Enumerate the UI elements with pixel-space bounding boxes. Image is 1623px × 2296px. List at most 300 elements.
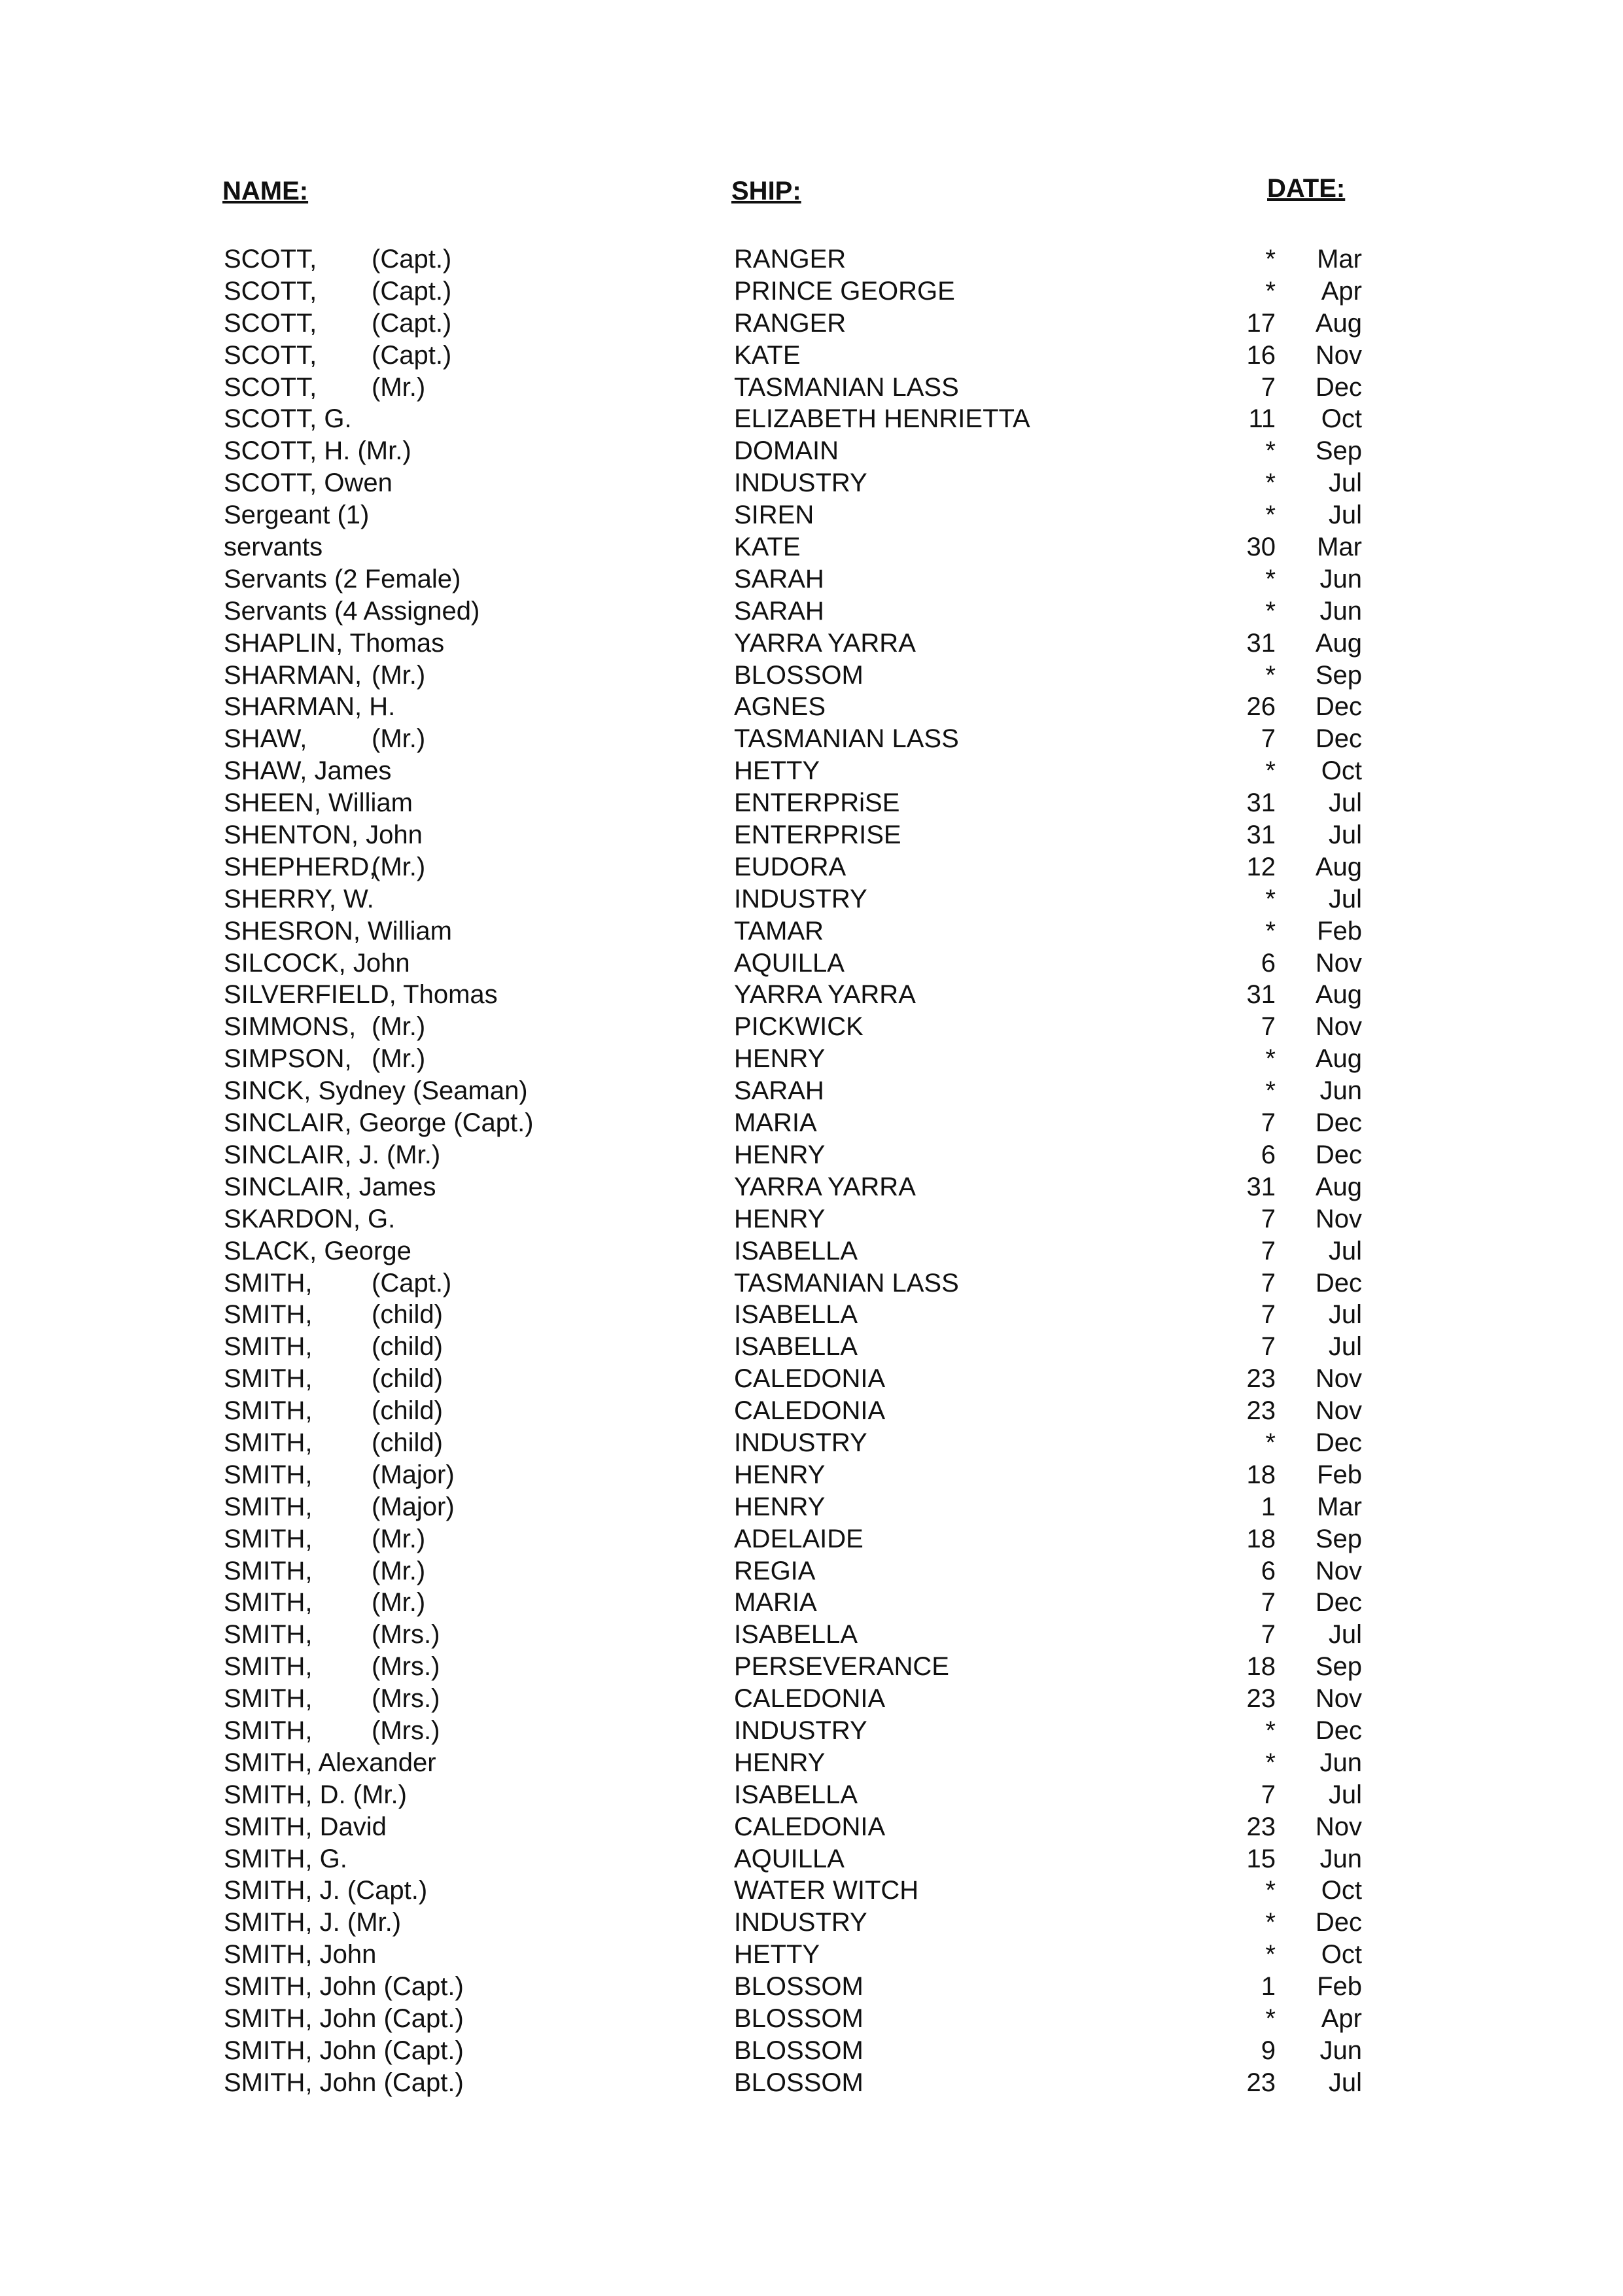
list-item [0,1651,1623,1683]
date-day-cell: 7 [1261,1780,1276,1809]
name-cell: SCOTT, [224,276,317,306]
date-month-cell: Aug [1315,628,1362,658]
date-day-cell: 18 [1246,1460,1276,1489]
date-day-cell: 9 [1261,2036,1276,2065]
ship-cell: BLOSSOM [734,2036,864,2065]
list-item [0,1043,1623,1075]
name-cell: SHAPLIN, Thomas [224,628,445,658]
ship-cell: ADELAIDE [734,1524,864,1553]
name-cell: SCOTT, [224,308,317,338]
name-cell: SINCK, Sydney (Seaman) [224,1076,528,1106]
date-month-cell: Dec [1315,724,1362,754]
name-cell: SMITH, David [224,1812,387,1841]
title-cell: (Major) [372,1460,455,1489]
date-month-cell: Sep [1315,1652,1362,1682]
ship-cell: SARAH [734,596,824,626]
list-item [0,1171,1623,1203]
date-day-cell: 16 [1246,340,1276,370]
date-day-cell: 23 [1246,2068,1276,2097]
list-item [0,819,1623,851]
date-month-cell: Sep [1315,660,1362,690]
name-cell: SHARMAN, [224,660,362,690]
date-day-cell: * [1265,564,1276,593]
date-month-cell: Jul [1328,884,1362,913]
date-month-cell: Oct [1321,1940,1362,1969]
date-month-cell: Oct [1321,756,1362,786]
ship-cell: CALEDONIA [734,1396,886,1426]
ship-cell: INDUSTRY [734,468,867,498]
name-cell: Servants (2 Female) [224,564,461,593]
date-month-cell: Dec [1315,1108,1362,1138]
ship-cell: HENRY [734,1460,826,1489]
name-cell: Servants (4 Assigned) [224,596,480,626]
date-day-cell: 7 [1261,1588,1276,1617]
date-month-cell: Feb [1317,1460,1362,1489]
name-cell: SMITH, [224,1652,313,1682]
date-month-cell: Nov [1315,1684,1362,1714]
date-day-cell: 7 [1261,1236,1276,1265]
name-cell: SCOTT, Owen [224,468,393,498]
title-cell: (Mrs.) [372,1652,440,1682]
list-item [0,1459,1623,1491]
ship-cell: MARIA [734,1108,817,1138]
name-cell: SHEPHERD, [224,852,377,881]
name-cell: SMITH, John (Capt.) [224,1972,464,2002]
name-cell: SMITH, [224,1428,313,1457]
date-day-cell: 31 [1246,788,1276,818]
ship-cell: SIREN [734,501,814,530]
ship-cell: PICKWICK [734,1012,864,1042]
date-month-cell: Jul [1328,1780,1362,1809]
ship-cell: YARRA YARRA [734,980,916,1010]
name-cell: SCOTT, [224,372,317,402]
name-cell: SIMMONS, [224,1012,357,1042]
date-day-cell: 7 [1261,1108,1276,1138]
name-cell: SINCLAIR, J. (Mr.) [224,1140,441,1169]
ship-cell: SARAH [734,1076,824,1106]
name-cell: SCOTT, G. [224,404,352,434]
date-month-cell: Jul [1328,1300,1362,1330]
name-cell: SHERRY, W. [224,884,374,913]
name-cell: Sergeant (1) [224,501,370,530]
date-month-cell: Nov [1315,340,1362,370]
ship-cell: BLOSSOM [734,2004,864,2033]
date-month-cell: Dec [1315,1268,1362,1298]
list-item [0,308,1623,340]
title-cell: (child) [372,1364,443,1394]
date-month-cell: Apr [1321,276,1362,306]
name-cell: SILVERFIELD, Thomas [224,980,498,1010]
list-item [0,1107,1623,1139]
name-cell: SMITH, [224,1524,313,1553]
date-day-cell: 7 [1261,1332,1276,1362]
date-column-header: DATE: [1267,174,1346,203]
date-day-cell: 12 [1246,852,1276,881]
date-day-cell: 7 [1261,1300,1276,1330]
ship-cell: PRINCE GEORGE [734,276,955,306]
name-cell: SIMPSON, [224,1044,352,1074]
list-item [0,1491,1623,1523]
date-day-cell: * [1265,2004,1276,2033]
name-cell: SMITH, [224,1460,313,1489]
name-cell: SCOTT, H. (Mr.) [224,436,411,466]
date-day-cell: 18 [1246,1652,1276,1682]
ship-cell: CALEDONIA [734,1364,886,1394]
ship-cell: INDUSTRY [734,1716,867,1745]
date-month-cell: Aug [1315,1044,1362,1074]
ship-cell: YARRA YARRA [734,1172,916,1201]
date-month-cell: Dec [1315,692,1362,722]
list-item [0,1811,1623,1843]
list-item [0,1683,1623,1715]
title-cell: (Mr.) [372,1044,426,1074]
ship-cell: TAMAR [734,916,824,945]
date-day-cell: 30 [1246,533,1276,562]
date-day-cell: 11 [1248,404,1276,434]
name-cell: SINCLAIR, George (Capt.) [224,1108,534,1138]
list-item [0,1619,1623,1651]
date-month-cell: Jul [1328,501,1362,530]
date-day-cell: * [1265,1716,1276,1745]
list-item [0,1299,1623,1331]
date-month-cell: Mar [1317,245,1362,274]
ship-cell: HENRY [734,1492,826,1521]
title-cell: (child) [372,1396,443,1426]
date-month-cell: Jun [1319,1076,1362,1106]
list-item [0,947,1623,980]
list-item [0,787,1623,819]
ship-cell: BLOSSOM [734,1972,864,2002]
name-cell: SHESRON, William [224,916,452,945]
date-month-cell: Nov [1315,1204,1362,1233]
ship-cell: ISABELLA [734,1780,858,1809]
title-cell: (Mr.) [372,724,426,754]
list-item [0,2035,1623,2067]
date-month-cell: Jun [1319,2036,1362,2065]
ship-cell: EUDORA [734,852,846,881]
list-item [0,243,1623,275]
date-day-cell: * [1265,1748,1276,1777]
list-item [0,851,1623,883]
date-month-cell: Nov [1315,1812,1362,1841]
date-day-cell: 31 [1246,821,1276,850]
ship-cell: SARAH [734,564,824,593]
date-day-cell: 18 [1246,1524,1276,1553]
list-item [0,1555,1623,1587]
title-cell: (Mrs.) [372,1620,440,1650]
name-cell: SMITH, [224,1684,313,1714]
date-month-cell: Nov [1315,1556,1362,1585]
date-day-cell: 6 [1261,1140,1276,1169]
date-day-cell: * [1265,1940,1276,1969]
list-item [0,1011,1623,1043]
name-cell: SKARDON, G. [224,1204,396,1233]
ship-cell: KATE [734,340,801,370]
date-month-cell: Jul [1328,1236,1362,1265]
ship-cell: HENRY [734,1748,826,1777]
date-day-cell: * [1265,756,1276,786]
list-item [0,1331,1623,1363]
name-cell: SILCOCK, John [224,948,410,978]
list-item [0,531,1623,563]
date-month-cell: Dec [1315,1588,1362,1617]
name-cell: SMITH, [224,1620,313,1650]
date-day-cell: * [1265,884,1276,913]
date-month-cell: Dec [1315,1428,1362,1457]
list-item [0,1139,1623,1171]
name-cell: SMITH, [224,1492,313,1521]
list-item [0,979,1623,1011]
list-item [0,1395,1623,1427]
title-cell: (Mrs.) [372,1716,440,1745]
date-month-cell: Jul [1328,1620,1362,1650]
list-item [0,1939,1623,1971]
date-month-cell: Mar [1317,1492,1362,1521]
date-month-cell: Dec [1315,1908,1362,1937]
passenger-list [0,243,1623,2099]
list-item [0,691,1623,723]
ship-cell: MARIA [734,1588,817,1617]
title-cell: (Mr.) [372,1524,426,1553]
date-month-cell: Jun [1319,1748,1362,1777]
title-cell: (Capt.) [372,1268,452,1298]
date-day-cell: * [1265,596,1276,626]
date-day-cell: 1 [1261,1492,1276,1521]
date-day-cell: 23 [1246,1364,1276,1394]
list-item [0,1587,1623,1619]
title-cell: (Mr.) [372,372,426,402]
date-month-cell: Feb [1317,1972,1362,2002]
list-item [0,435,1623,467]
list-item [0,1363,1623,1395]
ship-cell: PERSEVERANCE [734,1652,949,1682]
date-day-cell: * [1265,1076,1276,1106]
title-cell: (child) [372,1300,443,1330]
ship-cell: TASMANIAN LASS [734,372,959,402]
date-month-cell: Dec [1315,372,1362,402]
ship-cell: REGIA [734,1556,816,1585]
date-day-cell: * [1265,1876,1276,1905]
name-cell: SMITH, [224,1268,313,1298]
name-cell: SMITH, [224,1332,313,1362]
list-item [0,595,1623,627]
date-day-cell: * [1265,1428,1276,1457]
date-day-cell: * [1265,245,1276,274]
title-cell: (Mr.) [372,852,426,881]
date-day-cell: 7 [1261,1204,1276,1233]
date-month-cell: Jul [1328,821,1362,850]
name-cell: SHAW, [224,724,307,754]
date-day-cell: * [1265,916,1276,945]
ship-cell: YARRA YARRA [734,628,916,658]
name-cell: servants [224,533,323,562]
date-day-cell: 23 [1246,1684,1276,1714]
name-cell: SMITH, [224,1588,313,1617]
date-month-cell: Oct [1321,1876,1362,1905]
title-cell: (Mr.) [372,660,426,690]
date-month-cell: Jul [1328,2068,1362,2097]
name-cell: SMITH, D. (Mr.) [224,1780,407,1809]
date-month-cell: Oct [1321,404,1362,434]
ship-cell: CALEDONIA [734,1684,886,1714]
list-item [0,1427,1623,1459]
ship-column-header: SHIP: [731,177,801,205]
list-item [0,499,1623,531]
date-day-cell: * [1265,1908,1276,1937]
name-cell: SMITH, John (Capt.) [224,2036,464,2065]
ship-cell: HETTY [734,1940,820,1969]
date-day-cell: 23 [1246,1812,1276,1841]
list-item [0,660,1623,692]
date-day-cell: 17 [1246,308,1276,338]
date-month-cell: Dec [1315,1716,1362,1745]
name-cell: SMITH, G. [224,1844,347,1873]
ship-cell: AGNES [734,692,826,722]
title-cell: (Capt.) [372,245,452,274]
name-cell: SMITH, [224,1364,313,1394]
ship-cell: ENTERPRiSE [734,788,900,818]
date-day-cell: 1 [1261,1972,1276,2002]
list-item [0,1267,1623,1299]
name-column-header: NAME: [222,177,309,205]
list-item [0,883,1623,915]
ship-cell: BLOSSOM [734,660,864,690]
list-item [0,1203,1623,1235]
ship-cell: KATE [734,533,801,562]
date-month-cell: Sep [1315,1524,1362,1553]
name-cell: SCOTT, [224,245,317,274]
list-item [0,275,1623,308]
ship-cell: RANGER [734,245,846,274]
ship-cell: ENTERPRISE [734,821,901,850]
ship-cell: ISABELLA [734,1332,858,1362]
title-cell: (Capt.) [372,276,452,306]
title-cell: (child) [372,1428,443,1457]
name-cell: SMITH, [224,1716,313,1745]
list-item [0,1715,1623,1747]
name-cell: SMITH, J. (Capt.) [224,1876,428,1905]
list-item [0,915,1623,947]
list-item [0,1843,1623,1875]
title-cell: (Capt.) [372,308,452,338]
name-cell: SMITH, J. (Mr.) [224,1908,402,1937]
list-item [0,1235,1623,1267]
list-item [0,1523,1623,1555]
date-month-cell: Jul [1328,1332,1362,1362]
name-cell: SMITH, [224,1556,313,1585]
list-item [0,1907,1623,1939]
name-cell: SHAW, James [224,756,392,786]
date-day-cell: * [1265,660,1276,690]
date-day-cell: 7 [1261,372,1276,402]
date-month-cell: Aug [1315,308,1362,338]
ship-cell: ISABELLA [734,1620,858,1650]
ship-cell: INDUSTRY [734,884,867,913]
ship-cell: ISABELLA [734,1300,858,1330]
name-cell: SMITH, [224,1300,313,1330]
ship-cell: RANGER [734,308,846,338]
name-cell: SHARMAN, H. [224,692,396,722]
date-month-cell: Jun [1319,1844,1362,1873]
date-day-cell: * [1265,1044,1276,1074]
date-month-cell: Feb [1317,916,1362,945]
date-month-cell: Jun [1319,596,1362,626]
date-month-cell: Sep [1315,436,1362,466]
title-cell: (Mr.) [372,1012,426,1042]
date-month-cell: Nov [1315,1396,1362,1426]
list-item [0,627,1623,660]
date-day-cell: 7 [1261,1268,1276,1298]
list-item [0,755,1623,787]
ship-cell: TASMANIAN LASS [734,1268,959,1298]
list-item [0,340,1623,372]
date-day-cell: 31 [1246,1172,1276,1201]
name-cell: SMITH, [224,1396,313,1426]
ship-cell: HENRY [734,1044,826,1074]
date-month-cell: Mar [1317,533,1362,562]
date-day-cell: * [1265,501,1276,530]
name-cell: SMITH, John (Capt.) [224,2068,464,2097]
date-day-cell: 23 [1246,1396,1276,1426]
list-item [0,1747,1623,1779]
title-cell: (Major) [372,1492,455,1521]
ship-cell: WATER WITCH [734,1876,919,1905]
date-day-cell: 31 [1246,628,1276,658]
ship-cell: TASMANIAN LASS [734,724,959,754]
ship-cell: HENRY [734,1140,826,1169]
ship-cell: ISABELLA [734,1236,858,1265]
date-month-cell: Nov [1315,1012,1362,1042]
date-month-cell: Dec [1315,1140,1362,1169]
list-item [0,1971,1623,2003]
date-day-cell: * [1265,468,1276,498]
date-month-cell: Jul [1328,788,1362,818]
date-month-cell: Jul [1328,468,1362,498]
ship-cell: DOMAIN [734,436,839,466]
list-item [0,372,1623,404]
ship-cell: AQUILLA [734,948,845,978]
date-month-cell: Aug [1315,852,1362,881]
name-cell: SMITH, John [224,1940,377,1969]
list-item [0,2067,1623,2099]
name-cell: SHENTON, John [224,821,423,850]
name-cell: SLACK, George [224,1236,411,1265]
ship-cell: BLOSSOM [734,2068,864,2097]
list-item [0,723,1623,755]
date-day-cell: 6 [1261,1556,1276,1585]
title-cell: (child) [372,1332,443,1362]
date-day-cell: * [1265,436,1276,466]
name-cell: SHEEN, William [224,788,413,818]
date-day-cell: 31 [1246,980,1276,1010]
ship-cell: CALEDONIA [734,1812,886,1841]
title-cell: (Mr.) [372,1556,426,1585]
ship-cell: INDUSTRY [734,1428,867,1457]
date-day-cell: 7 [1261,1620,1276,1650]
title-cell: (Capt.) [372,340,452,370]
name-cell: SINCLAIR, James [224,1172,436,1201]
ship-cell: ELIZABETH HENRIETTA [734,404,1030,434]
ship-cell: HENRY [734,1204,826,1233]
date-month-cell: Nov [1315,1364,1362,1394]
list-item [0,563,1623,595]
list-item [0,2003,1623,2035]
date-month-cell: Jun [1319,564,1362,593]
date-month-cell: Apr [1321,2004,1362,2033]
date-month-cell: Aug [1315,1172,1362,1201]
list-item [0,1779,1623,1811]
date-day-cell: 7 [1261,1012,1276,1042]
